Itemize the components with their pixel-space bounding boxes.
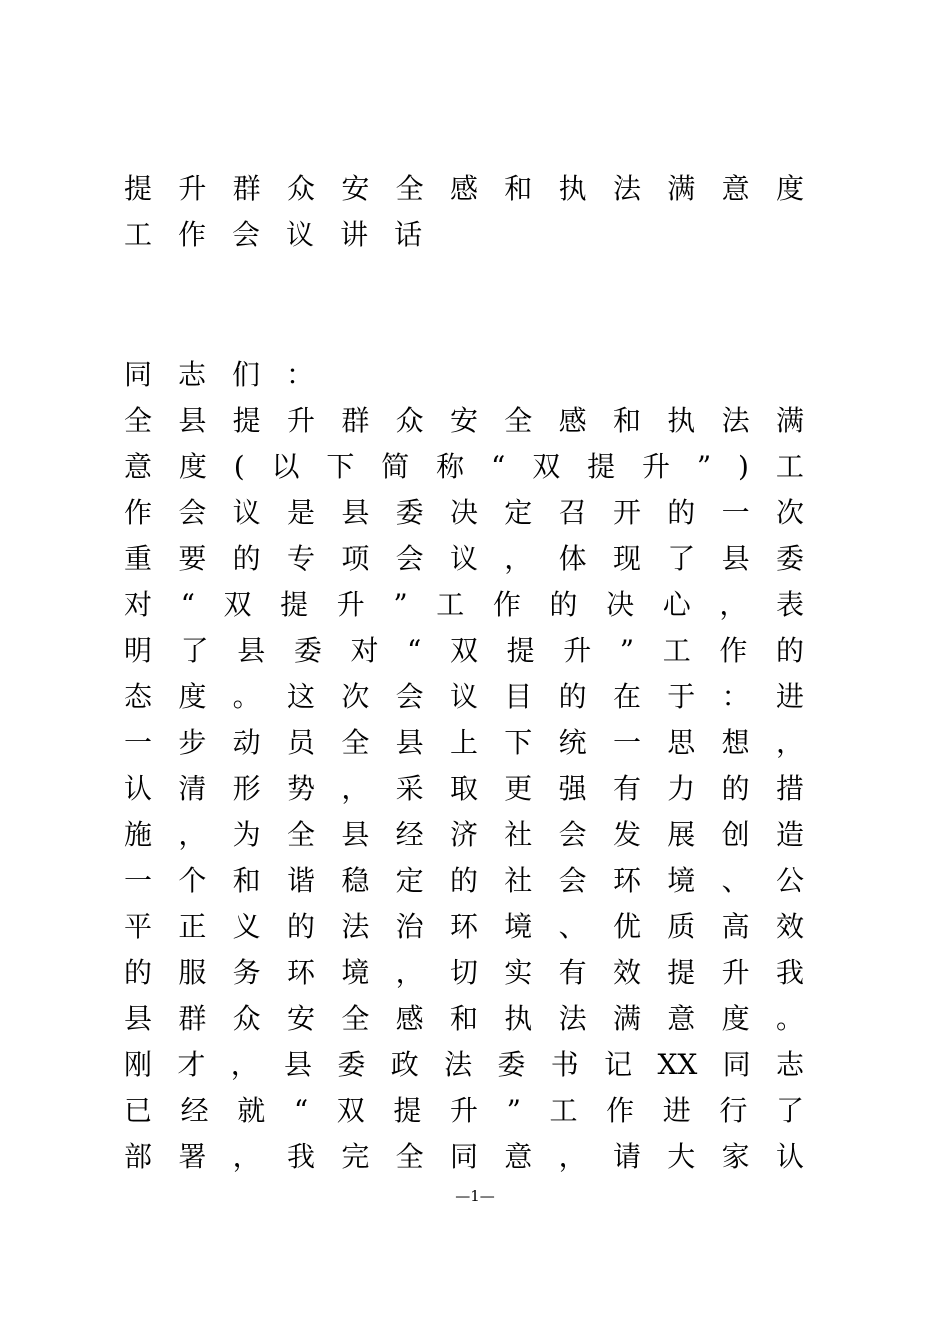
line-glyph: 双 — [223, 588, 252, 621]
line-glyph: 感 — [449, 172, 478, 205]
line-glyph: 更 — [504, 772, 533, 805]
line-glyph: 为 — [232, 818, 261, 851]
line-glyph: 的 — [449, 864, 478, 897]
line-glyph: 明 — [124, 634, 153, 667]
line-glyph: 境 — [341, 956, 370, 989]
body-line — [124, 1088, 804, 1134]
line-glyph: 实 — [504, 956, 533, 989]
body-line — [124, 766, 804, 812]
body-line — [124, 536, 804, 582]
line-glyph: 定 — [504, 496, 533, 529]
line-glyph: 全 — [395, 172, 424, 205]
body-line — [124, 812, 804, 858]
line-glyph: 目 — [504, 680, 533, 713]
line-glyph: 工 — [436, 588, 465, 621]
line-glyph: 法 — [444, 1048, 473, 1081]
line-glyph: 记 — [604, 1048, 633, 1081]
line-glyph: 经 — [180, 1094, 209, 1127]
line-glyph: 了 — [775, 1094, 804, 1127]
body-line — [124, 950, 804, 996]
line-glyph: 家 — [721, 1140, 750, 1173]
line-glyph: 升 — [286, 404, 315, 437]
line-glyph: 表 — [775, 588, 804, 621]
line-glyph: 书 — [550, 1048, 579, 1081]
line-glyph: 议 — [286, 218, 315, 251]
line-glyph: 提 — [232, 404, 261, 437]
line-glyph: 县 — [284, 1048, 313, 1081]
line-glyph: ” — [393, 588, 408, 621]
line-glyph: 署 — [178, 1140, 207, 1173]
line-glyph: ， — [775, 726, 804, 759]
line-glyph: 环 — [286, 956, 315, 989]
line-glyph: 下 — [326, 450, 355, 483]
line-glyph: 县 — [341, 818, 370, 851]
line-glyph: 召 — [558, 496, 587, 529]
body-line — [124, 858, 804, 904]
line-glyph: 一 — [124, 726, 153, 759]
line-glyph: “ — [293, 1094, 309, 1127]
line-glyph: 的 — [286, 910, 315, 943]
line-glyph: 全 — [341, 726, 370, 759]
line-glyph: 作 — [492, 588, 521, 621]
line-glyph: 境 — [667, 864, 696, 897]
line-glyph: 工 — [662, 634, 691, 667]
line-glyph: 委 — [395, 496, 424, 529]
line-glyph: 上 — [449, 726, 478, 759]
line-glyph: 感 — [558, 404, 587, 437]
line-glyph: 工 — [549, 1094, 578, 1127]
line-glyph: 县 — [178, 404, 207, 437]
line-glyph: 提 — [587, 450, 616, 483]
line-glyph: 双 — [336, 1094, 365, 1127]
line-glyph: 环 — [612, 864, 641, 897]
line-glyph: 高 — [721, 910, 750, 943]
line-glyph: 服 — [178, 956, 207, 989]
line-glyph: 提 — [280, 588, 309, 621]
line-glyph: 公 — [775, 864, 804, 897]
line-glyph: 项 — [341, 542, 370, 575]
line-glyph: 已 — [124, 1094, 153, 1127]
line-glyph: ” — [619, 634, 635, 667]
line-glyph: 同 — [124, 358, 153, 391]
line-glyph: 县 — [721, 542, 750, 575]
line-glyph: 会 — [232, 218, 261, 251]
line-glyph: 全 — [124, 404, 153, 437]
line-glyph: 形 — [232, 772, 261, 805]
line-glyph: 度 — [721, 1002, 750, 1035]
line-glyph: 众 — [395, 404, 424, 437]
line-glyph: 经 — [395, 818, 424, 851]
line-glyph: 会 — [558, 864, 587, 897]
line-glyph: 法 — [721, 404, 750, 437]
line-glyph: 作 — [606, 1094, 635, 1127]
line-glyph: 提 — [124, 172, 153, 205]
line-glyph: 进 — [775, 680, 804, 713]
line-glyph: 安 — [449, 404, 478, 437]
line-glyph: 这 — [286, 680, 315, 713]
line-glyph: 升 — [721, 956, 750, 989]
line-glyph: 志 — [775, 1048, 804, 1081]
line-glyph: 取 — [449, 772, 478, 805]
line-glyph: 创 — [721, 818, 750, 851]
line-glyph: 提 — [506, 634, 535, 667]
line-glyph: 意 — [721, 172, 750, 205]
line-glyph: 采 — [395, 772, 424, 805]
line-glyph: 我 — [286, 1140, 315, 1173]
line-glyph: 会 — [178, 496, 207, 529]
line-glyph: 优 — [612, 910, 641, 943]
line-glyph: 完 — [341, 1140, 370, 1173]
line-glyph: 清 — [178, 772, 207, 805]
line-glyph: 措 — [775, 772, 804, 805]
line-glyph: 质 — [667, 910, 696, 943]
line-glyph: 思 — [667, 726, 696, 759]
line-glyph: 和 — [612, 404, 641, 437]
line-glyph: 态 — [124, 680, 153, 713]
body-line — [124, 628, 804, 674]
line-glyph: 有 — [558, 956, 587, 989]
line-glyph: 了 — [667, 542, 696, 575]
line-glyph: ： — [721, 680, 750, 713]
line-glyph: 一 — [124, 864, 153, 897]
line-glyph: 员 — [286, 726, 315, 759]
line-glyph: XX — [657, 1048, 698, 1081]
body-line — [124, 996, 804, 1042]
line-glyph: ， — [230, 1048, 259, 1081]
line-glyph: 展 — [667, 818, 696, 851]
line-glyph: 们 — [232, 358, 261, 391]
line-glyph: 动 — [232, 726, 261, 759]
line-glyph: ) — [738, 450, 749, 483]
line-glyph: 我 — [775, 956, 804, 989]
line-glyph: 进 — [662, 1094, 691, 1127]
line-glyph: 发 — [612, 818, 641, 851]
line-glyph: 统 — [558, 726, 587, 759]
line-glyph: 县 — [237, 634, 266, 667]
line-glyph: 简 — [381, 450, 410, 483]
line-glyph: 务 — [232, 956, 261, 989]
line-glyph: 开 — [612, 496, 641, 529]
line-glyph: 县 — [341, 496, 370, 529]
line-glyph: 升 — [563, 634, 592, 667]
line-glyph: 的 — [721, 772, 750, 805]
body-line — [124, 490, 804, 536]
line-glyph: 以 — [271, 450, 300, 483]
line-glyph: 社 — [504, 818, 533, 851]
line-glyph: 双 — [532, 450, 561, 483]
line-glyph: 法 — [341, 910, 370, 943]
line-glyph: 就 — [237, 1094, 266, 1127]
line-glyph: 话 — [394, 218, 423, 251]
line-glyph: 执 — [558, 172, 587, 205]
line-glyph: 次 — [341, 680, 370, 713]
line-glyph: 施 — [124, 818, 153, 851]
line-glyph: 造 — [775, 818, 804, 851]
line-glyph: 步 — [178, 726, 207, 759]
line-glyph: 力 — [667, 772, 696, 805]
line-glyph: 会 — [395, 680, 424, 713]
line-glyph: 平 — [124, 910, 153, 943]
line-glyph: 心 — [662, 588, 691, 621]
line-glyph: 安 — [286, 1002, 315, 1035]
line-glyph: 工 — [124, 218, 153, 251]
line-glyph: 定 — [395, 864, 424, 897]
line-glyph: 的 — [558, 680, 587, 713]
line-glyph: 行 — [719, 1094, 748, 1127]
line-glyph: 的 — [667, 496, 696, 529]
line-glyph: 有 — [612, 772, 641, 805]
line-glyph: 大 — [667, 1140, 696, 1173]
line-glyph: 次 — [775, 496, 804, 529]
line-glyph: 认 — [124, 772, 153, 805]
body-line — [124, 582, 804, 628]
line-glyph: 义 — [232, 910, 261, 943]
line-glyph: ， — [178, 818, 207, 851]
line-glyph: 想 — [721, 726, 750, 759]
line-glyph: 稳 — [341, 864, 370, 897]
line-glyph: 认 — [775, 1140, 804, 1173]
line-glyph: 满 — [775, 404, 804, 437]
line-glyph: 群 — [178, 1002, 207, 1035]
title-line — [124, 166, 804, 212]
line-glyph: 重 — [124, 542, 153, 575]
line-glyph: 执 — [667, 404, 696, 437]
greeting — [124, 352, 804, 398]
line-glyph: 刚 — [124, 1048, 153, 1081]
line-glyph: 会 — [558, 818, 587, 851]
document-title — [124, 166, 804, 258]
title-line — [124, 212, 804, 258]
line-glyph: 部 — [124, 1140, 153, 1173]
body-line — [124, 444, 804, 490]
body-line — [124, 674, 804, 720]
line-glyph: 。 — [232, 680, 261, 713]
line-glyph: 在 — [612, 680, 641, 713]
line-glyph: 意 — [667, 1002, 696, 1035]
line-glyph: 效 — [612, 956, 641, 989]
line-glyph: 安 — [341, 172, 370, 205]
line-glyph: ， — [232, 1140, 261, 1173]
line-glyph: 同 — [722, 1048, 751, 1081]
line-glyph: 升 — [449, 1094, 478, 1127]
line-glyph: 全 — [286, 818, 315, 851]
line-glyph: ( — [233, 450, 245, 483]
line-glyph: 意 — [504, 1140, 533, 1173]
line-glyph: ， — [504, 542, 533, 575]
line-glyph: “ — [407, 634, 422, 667]
line-glyph: 讲 — [340, 218, 369, 251]
page-number: —1— — [455, 1187, 495, 1205]
line-glyph: 环 — [449, 910, 478, 943]
line-glyph: 委 — [293, 634, 322, 667]
line-glyph: 工 — [775, 450, 804, 483]
body-line — [124, 1042, 804, 1088]
line-glyph: 提 — [393, 1094, 422, 1127]
line-glyph: 议 — [232, 496, 261, 529]
line-glyph: ， — [719, 588, 748, 621]
line-glyph: 治 — [395, 910, 424, 943]
line-glyph: 法 — [612, 172, 641, 205]
line-glyph: 的 — [775, 634, 804, 667]
line-glyph: 度 — [178, 450, 207, 483]
line-glyph: 群 — [232, 172, 261, 205]
line-glyph: ” — [696, 450, 712, 483]
line-glyph: 提 — [667, 956, 696, 989]
line-glyph: 县 — [395, 726, 424, 759]
line-glyph: 境 — [504, 910, 533, 943]
line-glyph: 个 — [178, 864, 207, 897]
line-glyph: 和 — [232, 864, 261, 897]
line-glyph: 满 — [612, 1002, 641, 1035]
line-glyph: 才 — [177, 1048, 206, 1081]
line-glyph: 切 — [449, 956, 478, 989]
line-glyph: 于 — [667, 680, 696, 713]
line-glyph: 对 — [350, 634, 379, 667]
line-glyph: 请 — [612, 1140, 641, 1173]
line-glyph: 、 — [558, 910, 587, 943]
line-glyph: 社 — [504, 864, 533, 897]
line-glyph: 对 — [124, 588, 153, 621]
body-line — [124, 1134, 804, 1180]
line-glyph: 了 — [180, 634, 209, 667]
line-glyph: 委 — [775, 542, 804, 575]
line-glyph: 委 — [337, 1048, 366, 1081]
line-glyph: “ — [491, 450, 506, 483]
line-glyph: ： — [286, 358, 315, 391]
line-glyph: ” — [506, 1094, 521, 1127]
line-glyph: 会 — [395, 542, 424, 575]
line-glyph: 作 — [124, 496, 153, 529]
line-glyph: 群 — [341, 404, 370, 437]
line-glyph: 议 — [449, 542, 478, 575]
line-glyph: ， — [395, 956, 424, 989]
line-glyph: 体 — [558, 542, 587, 575]
line-glyph: 双 — [449, 634, 478, 667]
line-glyph: 法 — [558, 1002, 587, 1035]
line-glyph: 志 — [178, 358, 207, 391]
line-glyph: 和 — [504, 172, 533, 205]
line-glyph: 执 — [504, 1002, 533, 1035]
line-glyph: 决 — [606, 588, 635, 621]
line-glyph: ， — [558, 1140, 587, 1173]
body-line — [124, 904, 804, 950]
line-glyph: 的 — [124, 956, 153, 989]
body-line — [124, 398, 804, 444]
line-glyph: 一 — [721, 496, 750, 529]
line-glyph: 和 — [449, 1002, 478, 1035]
line-glyph: 众 — [286, 172, 315, 205]
line-glyph: 政 — [390, 1048, 419, 1081]
line-glyph: 专 — [286, 542, 315, 575]
line-glyph: 议 — [449, 680, 478, 713]
line-glyph: 众 — [232, 1002, 261, 1035]
document-body — [124, 352, 804, 1180]
line-glyph: 决 — [449, 496, 478, 529]
line-glyph: 县 — [124, 1002, 153, 1035]
line-glyph: 委 — [497, 1048, 526, 1081]
line-glyph: 作 — [719, 634, 748, 667]
body-line — [124, 720, 804, 766]
line-glyph: “ — [180, 588, 195, 621]
line-glyph: 的 — [232, 542, 261, 575]
line-glyph: 度 — [178, 680, 207, 713]
line-glyph: 正 — [178, 910, 207, 943]
line-glyph: 全 — [341, 1002, 370, 1035]
line-glyph: 要 — [178, 542, 207, 575]
line-glyph: 的 — [549, 588, 578, 621]
line-glyph: 升 — [178, 172, 207, 205]
line-glyph: 度 — [775, 172, 804, 205]
line-glyph: 感 — [395, 1002, 424, 1035]
line-glyph: ， — [341, 772, 370, 805]
line-glyph: 全 — [504, 404, 533, 437]
line-glyph: 称 — [436, 450, 465, 483]
line-glyph: 、 — [721, 864, 750, 897]
line-glyph: 全 — [395, 1140, 424, 1173]
line-glyph: 效 — [775, 910, 804, 943]
line-glyph: 下 — [504, 726, 533, 759]
line-glyph: 作 — [178, 218, 207, 251]
line-glyph: 一 — [612, 726, 641, 759]
line-glyph: 。 — [775, 1002, 804, 1035]
line-glyph: 济 — [449, 818, 478, 851]
line-glyph: 势 — [286, 772, 315, 805]
line-glyph: 是 — [286, 496, 315, 529]
line-glyph: 强 — [558, 772, 587, 805]
line-glyph: 升 — [641, 450, 670, 483]
line-glyph: 谐 — [286, 864, 315, 897]
line-glyph: 现 — [612, 542, 641, 575]
line-glyph: 同 — [449, 1140, 478, 1173]
line-glyph: 意 — [124, 450, 153, 483]
line-glyph: 满 — [667, 172, 696, 205]
line-glyph: 升 — [336, 588, 365, 621]
